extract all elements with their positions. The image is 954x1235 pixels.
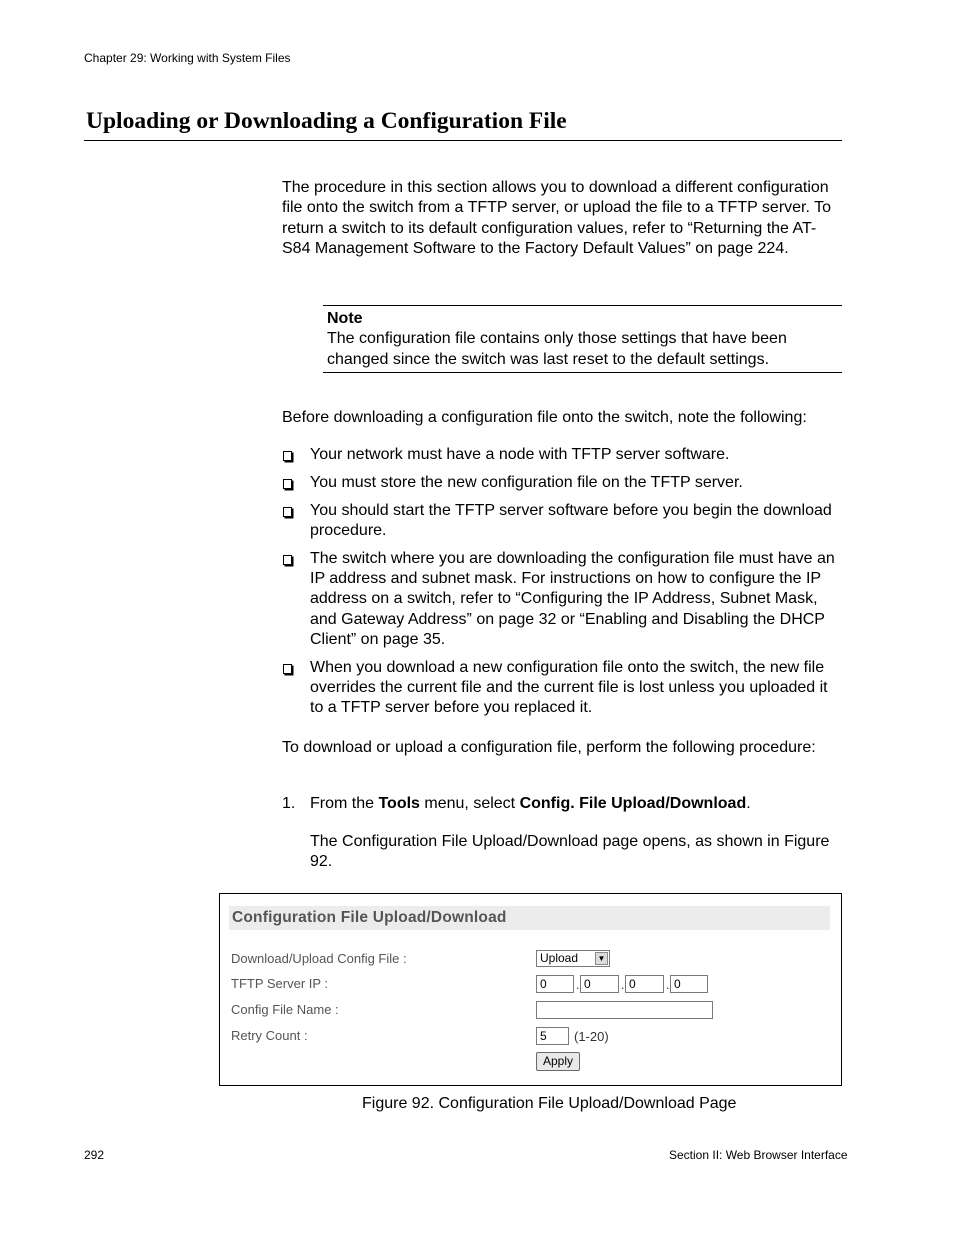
ip-octet-3-input[interactable]: 0	[625, 975, 664, 993]
server-ip-label: TFTP Server IP :	[231, 976, 329, 991]
panel-title: Configuration File Upload/Download	[232, 909, 507, 926]
list-item: When you download a new configuration file onto the switch, the new file overrides the current file and the current file is lost unless you uploaded it to a TFTP server before you replaced it.	[282, 658, 844, 719]
checkbox-bullet-icon	[283, 479, 292, 489]
before-paragraph: Before downloading a configuration file onto the switch, note the following:	[282, 409, 807, 426]
note-text: The configuration file contains only those settings that have been changed since the switch was last reset to the default settings.	[327, 330, 787, 368]
ip-separator: .	[666, 978, 670, 992]
chevron-down-icon[interactable]: ▼	[595, 952, 608, 965]
figure-caption: Figure 92. Configuration File Upload/Download Page	[362, 1095, 737, 1112]
page-number: 292	[84, 1148, 105, 1162]
running-head: Chapter 29: Working with System Files	[84, 51, 291, 65]
note-box	[323, 305, 842, 373]
ip-separator: .	[576, 978, 580, 992]
section-title: Uploading or Downloading a Configuration File	[86, 108, 567, 134]
footer-section: Section II: Web Browser Interface	[669, 1148, 848, 1162]
note-label: Note	[327, 310, 363, 327]
list-item: Your network must have a node with TFTP server software.	[282, 445, 844, 465]
ip-octet-4-input[interactable]: 0	[670, 975, 708, 993]
step-number: 1.	[282, 795, 296, 812]
step-text: From the Tools menu, select Config. File Upload/Download.	[310, 795, 751, 812]
figure-config-upload-page	[219, 893, 842, 1086]
retry-count-input[interactable]: 5	[536, 1027, 569, 1045]
mode-select[interactable]	[536, 950, 610, 967]
config-file-name-input[interactable]	[536, 1001, 713, 1019]
checkbox-bullet-icon	[283, 664, 292, 674]
ip-octet-1-input[interactable]: 0	[536, 975, 574, 993]
panel-header	[229, 906, 830, 930]
list-item: You must store the new configuration file on the TFTP server.	[282, 473, 844, 493]
list-item: The switch where you are downloading the configuration file must have an IP address and subnet mask. For instructions on how to configure the IP address on a switch, refer to “Configuring the IP Address, Subnet Mask, and Gateway Address” on page 32 or “Enabling and Disabling the DHCP Client” on page 35.	[282, 549, 844, 650]
apply-button[interactable]: Apply	[536, 1052, 580, 1071]
procedure-intro: To download or upload a configuration file, perform the following procedure:	[282, 739, 816, 756]
retry-count-label: Retry Count :	[231, 1028, 308, 1043]
checkbox-bullet-icon	[283, 507, 292, 517]
ip-octet-2-input[interactable]: 0	[580, 975, 619, 993]
file-name-label: Config File Name :	[231, 1002, 339, 1017]
intro-paragraph: The procedure in this section allows you to download a different configuration file onto the switch from a TFTP server, or upload the file to a TFTP server. To return a switch to its default configuration values, refer to “Returning the AT-S84 Management Software to the Factory Default Values” on page 224.	[282, 179, 831, 257]
list-item: You should start the TFTP server software before you begin the download procedure.	[282, 501, 844, 542]
title-rule	[84, 140, 842, 141]
menu-name: Tools	[378, 795, 420, 812]
requirements-list	[282, 445, 844, 726]
checkbox-bullet-icon	[283, 451, 292, 461]
mode-label: Download/Upload Config File :	[231, 951, 407, 966]
retry-range-hint: (1-20)	[574, 1029, 609, 1044]
step-result: The Configuration File Upload/Download page opens, as shown in Figure 92.	[310, 833, 830, 871]
mode-select-value: Upload	[540, 951, 579, 965]
checkbox-bullet-icon	[283, 555, 292, 565]
ip-separator: .	[621, 978, 625, 992]
menu-item-name: Config. File Upload/Download	[519, 795, 747, 812]
